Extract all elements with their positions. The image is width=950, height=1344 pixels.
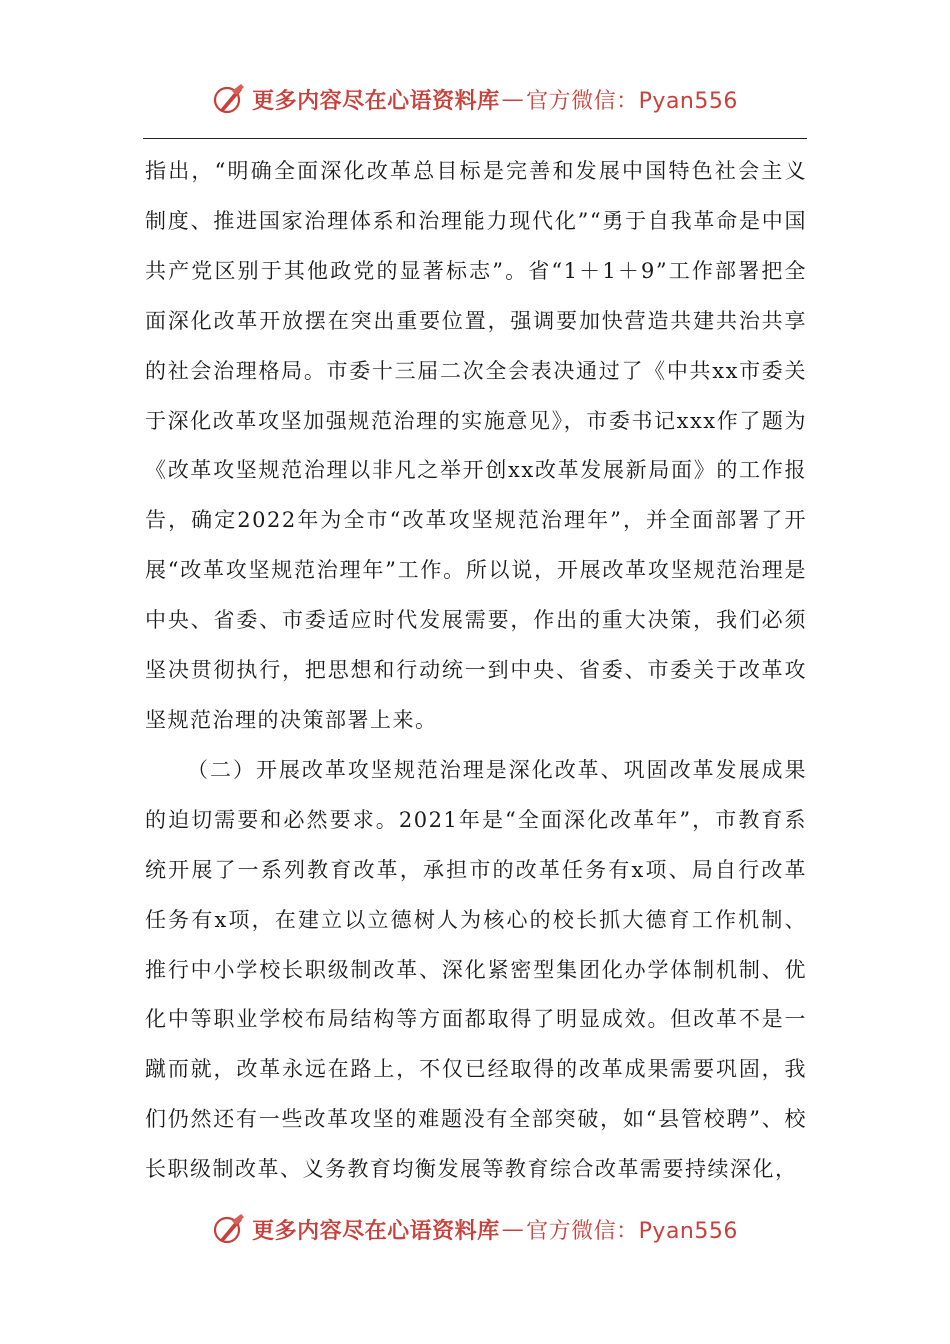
brand-dash: — xyxy=(501,1216,525,1242)
header-divider xyxy=(143,138,807,139)
quill-pen-circle-icon xyxy=(212,82,246,116)
brand-title: 更多内容尽在心语资料库 xyxy=(252,87,500,114)
paragraph-continued: 指出，“明确全面深化改革总目标是完善和发展中国特色社会主义制度、推进国家治理体系和治理能力现代化”“勇于自我革命是中国共产党区别于其他政党的显著标志”。省“1＋1＋9”工作部署把全面深化改革开放摆在突出重要位置，强调要加快营造共建共治共享的社会治理格局。市委十三届二次全会表决通过了《中共xx市委关于深化改革攻坚加强规范治理的实施意见》，市委书记xxx作了题为《改革攻坚规范治理以非凡之举开创xx改革发展新局面》的工作报告，确定2022年为全市“改革攻坚规范治理年”，并全面部署了开展“改革攻坚规范治理年”工作。所以说，开展改革攻坚规范治理是中央、省委、市委适应时代发展需要，作出的重大决策，我们必须坚决贯彻执行，把思想和行动统一到中央、省委、市委关于改革攻坚规范治理的决策部署上来。 xyxy=(145,159,807,732)
paragraph-section-2: （二）开展改革攻坚规范治理是深化改革、巩固改革发展成果的迫切需要和必然要求。2021年是“全面深化改革年”，市教育系统开展了一系列教育改革，承担市的改革任务有x项、局自行改革任务有x项，在建立以立德树人为核心的校长抓大德育工作机制、推行中小学校长职级制改革、深化紧密型集团化办学体制机制、优化中等职业学校布局结构等方面都取得了明显成效。但改革不是一蹴而就，改革永远在路上，不仅已经取得的改革成果需要巩固，我们仍然还有一些改革攻坚的难题没有全部突破，如“县管校聘”、校长职级制改革、义务教育均衡发展等教育综合改革需要持续深化， xyxy=(145,757,807,1182)
header-watermark xyxy=(0,82,950,116)
brand-wechat: 官方微信：Pyan556 xyxy=(526,1218,738,1244)
footer-watermark xyxy=(0,1212,950,1246)
brand-title: 更多内容尽在心语资料库 xyxy=(252,1217,500,1244)
brand-wechat: 官方微信：Pyan556 xyxy=(526,88,738,114)
brand-dash: — xyxy=(501,86,525,112)
quill-pen-circle-icon xyxy=(212,1212,246,1246)
document-body xyxy=(145,147,807,1195)
